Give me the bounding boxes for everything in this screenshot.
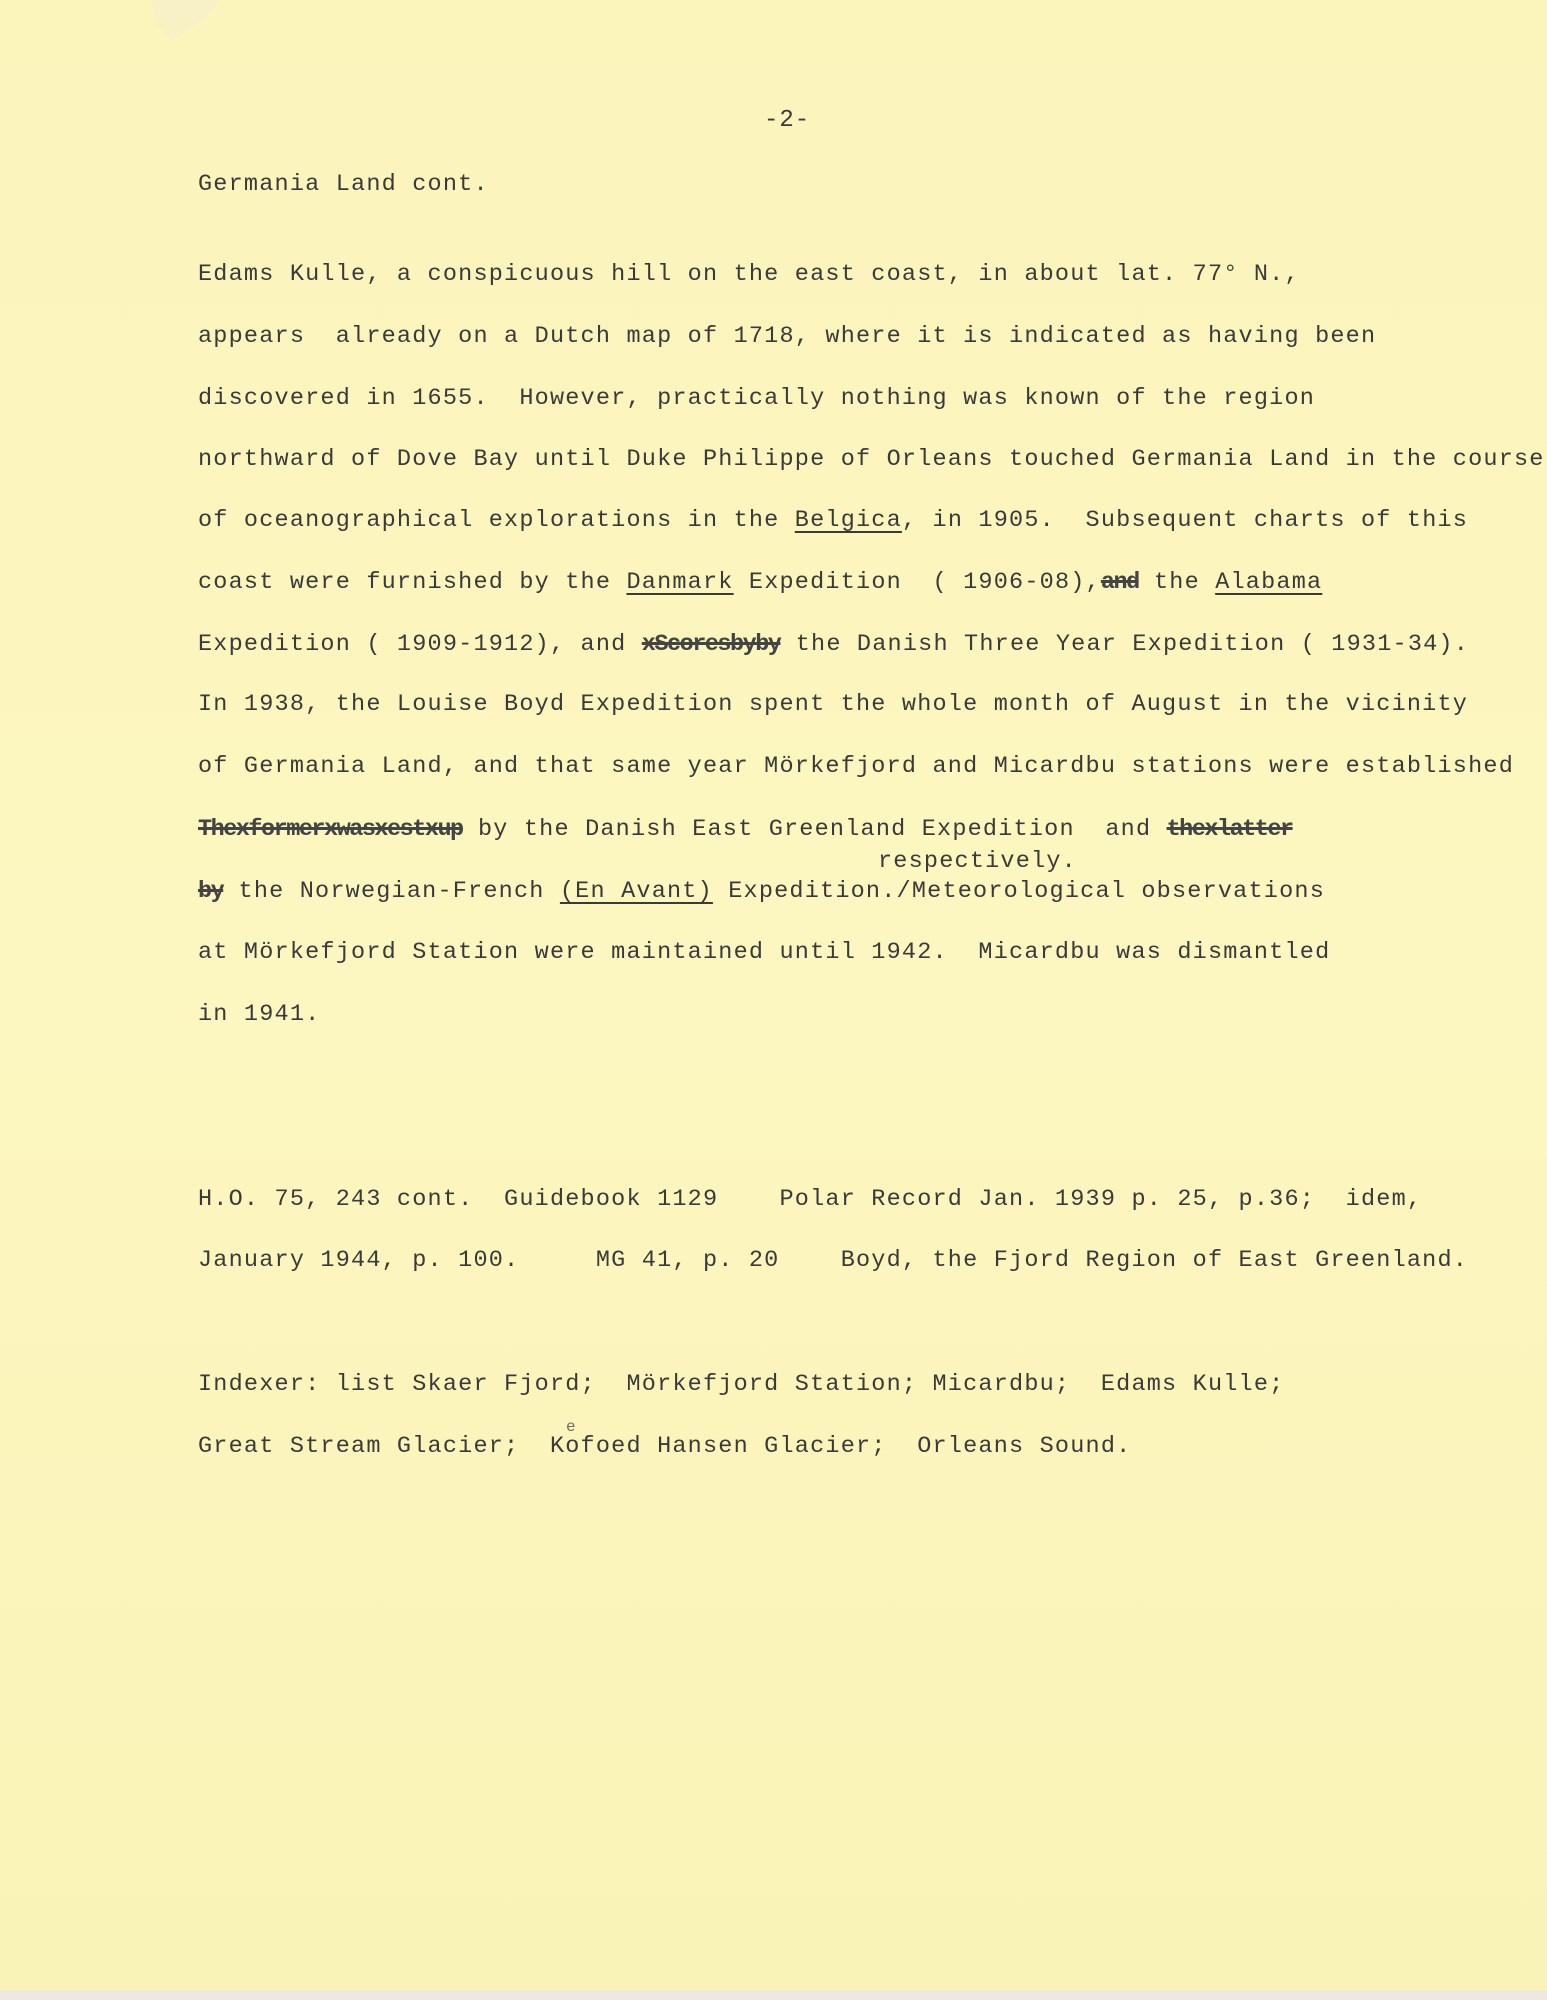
text-span: the [1138,569,1216,596]
text-span: Expedition ( 1909-1912), and [198,631,642,658]
body-line-6 [198,568,1322,598]
text-span: Expedition ( 1906-08), [733,569,1101,596]
body-line-8: In 1938, the Louise Boyd Expedition spent the whole month of August in the vicinity [198,691,1469,718]
strikeout-text: and [1100,569,1139,596]
body-line-5 [198,506,1468,536]
body-line-10 [198,815,1293,845]
text-span: the Danish Three Year Expedition ( 1931-34). [780,631,1470,658]
section-heading: Germania Land cont. [198,171,489,198]
body-line-9: of Germania Land, and that same year Mörkefjord and Micardbu stations were established [198,753,1514,780]
ship-name-en-avant: (En Avant) [559,878,713,905]
strikeout-text: by [198,878,224,905]
page-number: -2- [764,107,811,134]
text-span: , in 1905. Subsequent charts of this [901,507,1469,534]
body-line-12: at Mörkefjord Station were maintained until 1942. Micardbu was dismantled [198,939,1331,966]
insert-caret-e: e [566,1418,576,1436]
ship-name-belgica: Belgica [794,507,902,534]
indexer-line-1: Indexer: list Skaer Fjord; Mörkefjord Station; Micardbu; Edams Kulle; [198,1371,1285,1398]
ship-name-danmark: Danmark [626,569,734,596]
body-line-13: in 1941. [198,1001,321,1028]
strikeout-text: xScoresbyby [641,631,781,658]
ship-name-alabama: Alabama [1215,569,1323,596]
body-line-7 [198,630,1469,660]
strikeout-text: thexlatter [1166,816,1293,843]
indexer-line-2: Great Stream Glacier; Kofoed Hansen Glacier; Orleans Sound. [198,1433,1132,1460]
reference-line-1: H.O. 75, 243 cont. Guidebook 1129 Polar Record Jan. 1939 p. 25, p.36; idem, [198,1186,1423,1213]
text-span: Expedition./Meteorological observations [712,878,1325,905]
text-span: the Norwegian-French [223,878,560,905]
body-line-3: discovered in 1655. However, practically nothing was known of the region [198,385,1316,412]
text-span: of oceanographical explorations in the [198,507,795,534]
inserted-word-respectively: respectively. [878,848,1077,875]
body-line-4: northward of Dove Bay until Duke Philippe of Orleans touched Germania Land in the course [198,446,1545,473]
text-span: coast were furnished by the [198,569,627,596]
body-line-11 [198,877,1325,907]
page-bottom-edge [0,1990,1547,2000]
strikeout-text: Thexformerxwasxestxup [198,816,463,843]
body-line-1: Edams Kulle, a conspicuous hill on the east coast, in about lat. 77° N., [198,261,1300,288]
reference-line-2: January 1944, p. 100. MG 41, p. 20 Boyd, the Fjord Region of East Greenland. [198,1247,1469,1274]
text-span: by the Danish East Greenland Expedition and [462,816,1167,843]
body-line-2: appears already on a Dutch map of 1718, where it is indicated as having been [198,323,1377,350]
